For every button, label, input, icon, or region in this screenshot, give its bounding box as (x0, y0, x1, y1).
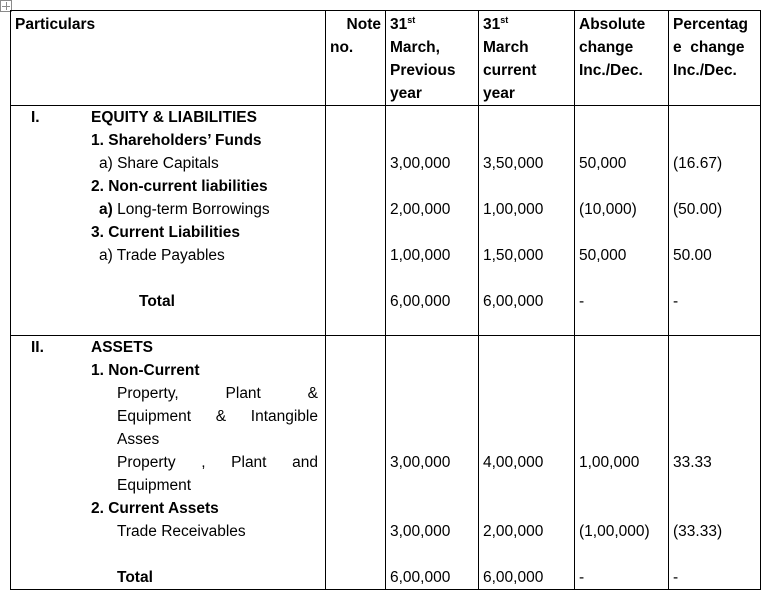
header-current-year (479, 11, 575, 106)
ppe-line2: Equipment (117, 477, 192, 494)
trade-receivables-abs: (1,00,000) (579, 523, 650, 540)
assets-curr (479, 336, 575, 590)
trade-payables-label: a) Trade Payables (99, 247, 225, 264)
equity-liabilities-section (11, 106, 761, 336)
header-absolute-change (575, 11, 669, 106)
header-curr-line2: March (483, 39, 529, 56)
header-prev-line2: March, (390, 39, 440, 56)
header-prev-line4: year (390, 85, 422, 102)
ltb-pct: (50.00) (673, 201, 723, 218)
shareholders-funds-heading: 1. Shareholders’ Funds (91, 132, 262, 149)
ppe-prev: 3,00,000 (390, 454, 451, 471)
share-capitals-abs: 50,000 (579, 155, 627, 172)
header-particulars (11, 11, 326, 106)
header-abs-line3: Inc./Dec. (579, 62, 643, 79)
header-pct-line3: Inc./Dec. (673, 62, 737, 79)
ppe-abs: 1,00,000 (579, 454, 640, 471)
section-heading-label: EQUITY & LIABILITIES (91, 109, 257, 126)
header-row (11, 11, 761, 106)
equity-liabilities-particulars (11, 106, 326, 336)
long-term-borrowings-label: a) Long-term Borrowings (99, 201, 270, 218)
share-capitals-label: a) Share Capitals (99, 155, 219, 172)
ppe-pct: 33.33 (673, 454, 712, 471)
ltb-prev: 2,00,000 (390, 201, 451, 218)
trade-payables-prev: 1,00,000 (390, 247, 451, 264)
header-curr-line4: year (483, 85, 515, 102)
equity-liabilities-curr (479, 106, 575, 336)
header-abs-line2: change (579, 39, 634, 56)
total-liab-abs: - (579, 293, 585, 310)
total-assets-prev: 6,00,000 (390, 569, 451, 586)
header-prev-line3: Previous (390, 62, 456, 79)
trade-receivables-label: Trade Receivables (117, 523, 246, 540)
assets-abs (575, 336, 669, 590)
header-abs-line1: Absolute (579, 16, 646, 33)
header-pct-line2: e change (673, 39, 745, 56)
ppe-intangible-line2: Equipment & Intangible (117, 408, 318, 425)
current-assets-heading: 2. Current Assets (91, 500, 219, 517)
equity-liabilities-note (326, 106, 386, 336)
ppe-line1: Property , Plant and (117, 454, 318, 471)
comparative-balance-sheet-table (10, 10, 761, 590)
header-pct-line1: Percentag (673, 16, 748, 33)
total-liab-curr: 6,00,000 (483, 293, 544, 310)
ppe-intangible-line1: Property, Plant & (117, 385, 318, 402)
trade-payables-abs: 50,000 (579, 247, 627, 264)
total-liab-prev: 6,00,000 (390, 293, 451, 310)
non-current-assets-heading: 1. Non-Current (91, 362, 200, 379)
assets-pct (669, 336, 761, 590)
ltb-abs: (10,000) (579, 201, 637, 218)
header-note-line2: no. (330, 39, 354, 56)
header-percentage-change (669, 11, 761, 106)
ppe-intangible-line3: Asses (117, 431, 160, 448)
current-liabilities-heading: 3. Current Liabilities (91, 224, 241, 241)
trade-receivables-prev: 3,00,000 (390, 523, 451, 540)
equity-liabilities-abs (575, 106, 669, 336)
assets-particulars (11, 336, 326, 590)
header-prev-line1: 31st (390, 14, 416, 33)
section-heading (11, 106, 325, 129)
assets-prev (386, 336, 479, 590)
assets-heading-label: ASSETS (91, 339, 154, 356)
equity-liabilities-pct (669, 106, 761, 336)
header-curr-line3: current (483, 62, 537, 79)
trade-payables-curr: 1,50,000 (483, 247, 544, 264)
share-capitals-pct: (16.67) (673, 155, 723, 172)
header-note-line1: Note (346, 16, 381, 33)
assets-roman: II. (31, 339, 44, 356)
assets-note (326, 336, 386, 590)
assets-total-label: Total (117, 569, 153, 586)
trade-payables-pct: 50.00 (673, 247, 712, 264)
total-assets-curr: 6,00,000 (483, 569, 544, 586)
section-roman: I. (31, 109, 40, 126)
total-assets-pct: - (673, 569, 679, 586)
equity-liabilities-prev (386, 106, 479, 336)
assets-section (11, 336, 761, 590)
non-current-liabilities-heading: 2. Non-current liabilities (91, 178, 268, 195)
assets-heading (11, 336, 325, 359)
header-curr-line1: 31st (483, 14, 509, 33)
trade-receivables-curr: 2,00,000 (483, 523, 544, 540)
share-capitals-prev: 3,00,000 (390, 155, 451, 172)
ltb-curr: 1,00,000 (483, 201, 544, 218)
ppe-curr: 4,00,000 (483, 454, 544, 471)
total-assets-abs: - (579, 569, 585, 586)
total-label: Total (139, 293, 175, 310)
total-liab-pct: - (673, 293, 679, 310)
header-particulars-label: Particulars (15, 16, 96, 33)
trade-receivables-pct: (33.33) (673, 523, 723, 540)
header-previous-year (386, 11, 479, 106)
share-capitals-curr: 3,50,000 (483, 155, 544, 172)
header-note-no (326, 11, 386, 106)
